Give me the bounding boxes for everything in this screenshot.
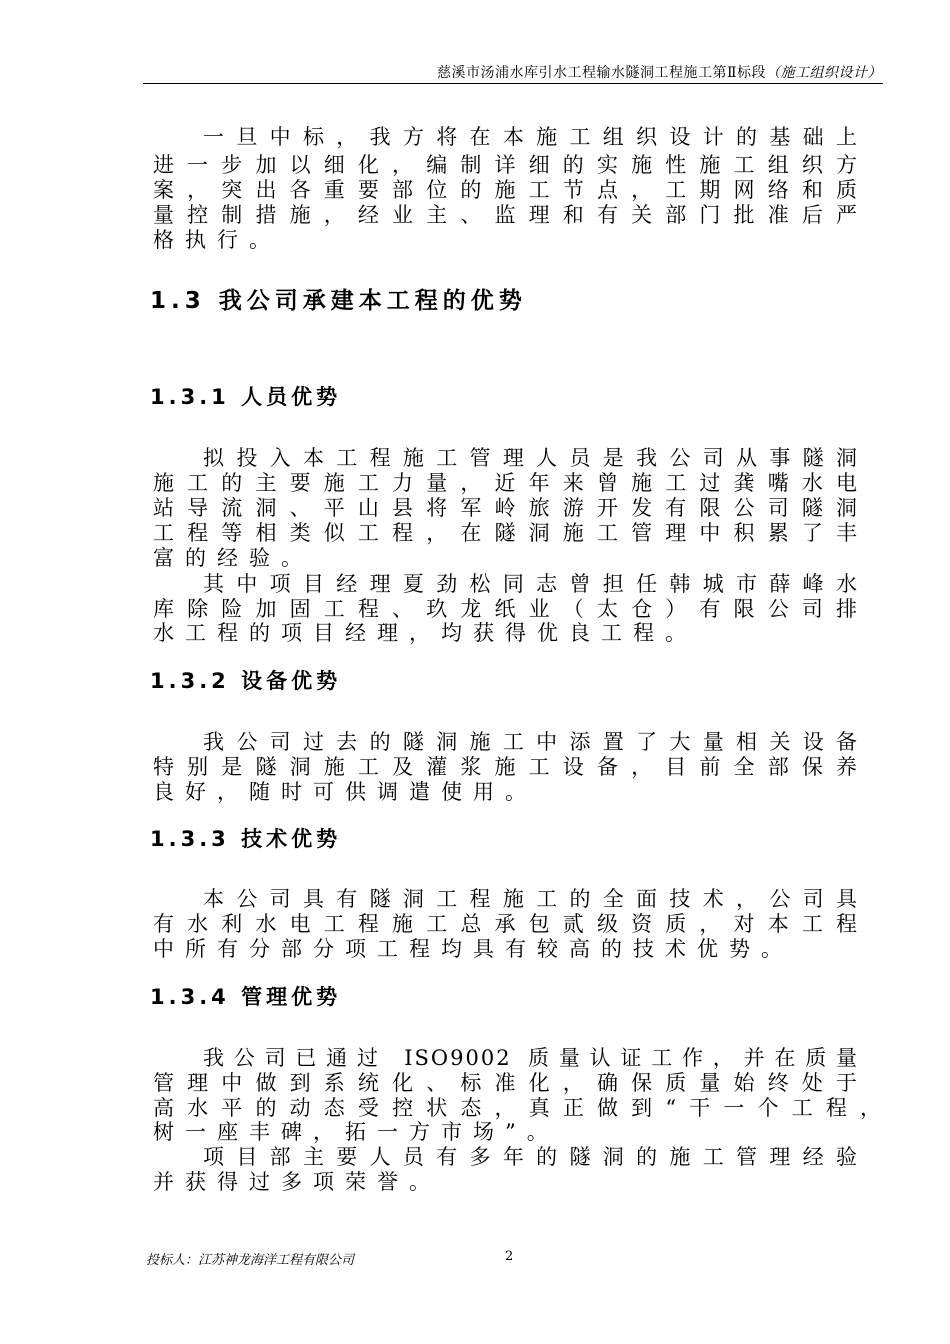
paragraph-line: 特别是隧洞施工及灌浆施工设备，目前全部保养 [153, 755, 859, 779]
paragraph-line: 中所有分部分项工程均具有较高的技术优势。 [153, 937, 793, 961]
header-text [330, 62, 882, 82]
section-heading: 1.3 我公司承建本工程的优势 [150, 288, 527, 314]
paragraph-line: 站导流洞、平山县将军岭旅游开发有限公司隧洞 [153, 496, 859, 520]
paragraph-line: 我公司已通过 ISO9002 质量认证工作，并在质量 [203, 1046, 859, 1070]
subsection-heading-personnel: 1.3.1 人员优势 [150, 385, 342, 409]
paragraph-line: 管理中做到系统化、标准化，确保质量始终处于 [153, 1071, 859, 1095]
paragraph-line: 库除险加固工程、玖龙纸业（太仓）有限公司排 [153, 597, 859, 621]
paragraph-line: 一旦中标，我方将在本施工组织设计的基础上 [203, 125, 859, 149]
header-title: 慈溪市汤浦水库引水工程输水隧洞工程施工第Ⅱ标段 [436, 65, 766, 81]
paragraph-line: 我公司过去的隧洞施工中添置了大量相关设备 [203, 730, 859, 754]
paragraph-line: 量控制措施，经业主、监理和有关部门批准后严 [153, 203, 859, 227]
paragraph-line: 水工程的项目经理，均获得优良工程。 [153, 621, 697, 645]
paragraph-line: 树一座丰碑，拓一方市场”。 [153, 1120, 559, 1144]
header-rule [143, 83, 883, 84]
paragraph-line: 工程等相类似工程，在隧洞施工管理中积累了丰 [153, 521, 859, 545]
paragraph-line: 高水平的动态受控状态，真正做到“干一个工程， [153, 1096, 883, 1120]
page-number: 2 [505, 1249, 514, 1264]
footer-bidder: 投标人：江苏神龙海洋工程有限公司 [146, 1253, 355, 1268]
paragraph-line: 其中项目经理夏劲松同志曾担任韩城市薛峰水 [203, 572, 859, 596]
header-doc-type: （施工组织设计） [766, 65, 882, 81]
paragraph-line: 本公司具有隧洞工程施工的全面技术，公司具 [203, 887, 859, 911]
subsection-heading-management: 1.3.4 管理优势 [150, 985, 342, 1009]
paragraph-line: 良好，随时可供调遣使用。 [153, 780, 537, 804]
paragraph-line: 并获得过多项荣誉。 [153, 1170, 441, 1194]
subsection-heading-equipment: 1.3.2 设备优势 [150, 669, 342, 693]
subsection-heading-technical: 1.3.3 技术优势 [150, 827, 342, 851]
paragraph-line: 格执行。 [153, 228, 281, 252]
paragraph-line: 拟投入本工程施工管理人员是我公司从事隧洞 [203, 446, 859, 470]
paragraph-line: 有水利水电工程施工总承包贰级资质，对本工程 [153, 912, 859, 936]
paragraph-line: 进一步加以细化，编制详细的实施性施工组织方 [153, 153, 859, 177]
paragraph-line: 富的经验。 [153, 546, 313, 570]
paragraph-line: 项目部主要人员有多年的隧洞的施工管理经验 [203, 1145, 859, 1169]
paragraph-line: 施工的主要施工力量，近年来曾施工过龚嘴水电 [153, 471, 859, 495]
paragraph-line: 案，突出各重要部位的施工节点，工期网络和质 [153, 178, 859, 202]
